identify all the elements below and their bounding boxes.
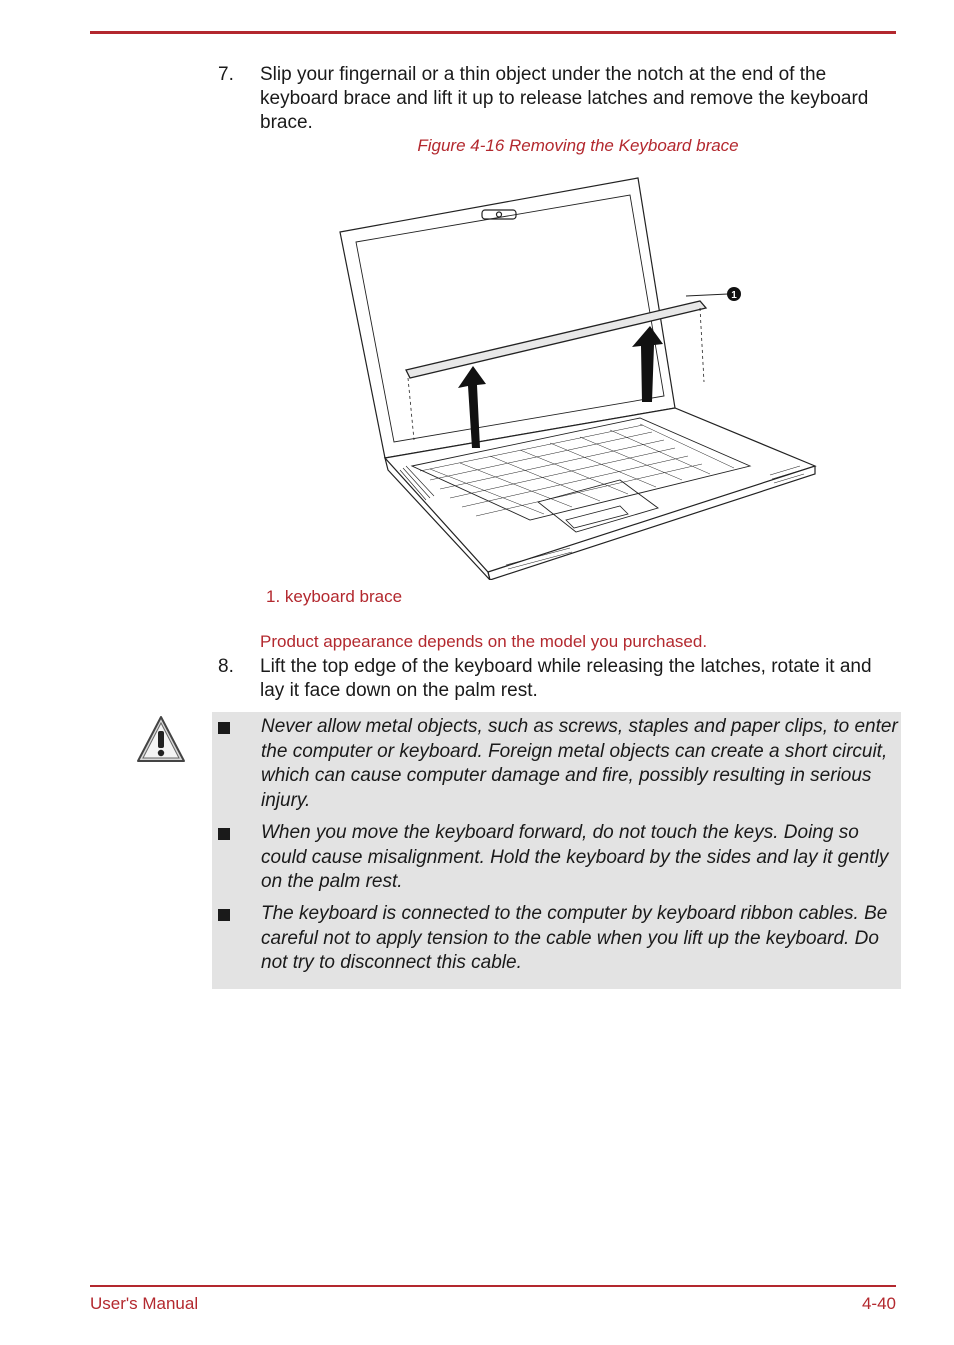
- step-number: 7.: [218, 64, 234, 85]
- warning-item-text: Never allow metal objects, such as screws, staples and paper clips, to enter the computer or keyboard. Foreign metal objects can create a short circuit, which can cause computer damage and fire, possibly resulting in serious injury.: [261, 716, 898, 811]
- footer-manual-title: User's Manual: [90, 1294, 199, 1313]
- warning-item-text: The keyboard is connected to the computer by keyboard ribbon cables. Be careful not to apply tension to the cable when you lift up the keyboard. Do not try to disconnect this cable.: [261, 903, 888, 973]
- step-number: 8.: [218, 656, 234, 677]
- bullet-square-icon: [218, 909, 230, 921]
- step-text: Slip your fingernail or a thin object under the notch at the end of the keyboard brace and lift it up to release latches and remove the keyboard brace.: [260, 64, 869, 133]
- footer-rule: [90, 1285, 896, 1287]
- laptop-illustration: [330, 170, 830, 580]
- header-rule: [90, 31, 896, 34]
- step-text: Lift the top edge of the keyboard while releasing the latches, rotate it and lay it face down on the palm rest.: [260, 656, 872, 701]
- callout-number: 1: [731, 290, 737, 301]
- page-number: 4-40: [861, 1294, 896, 1313]
- figure-caption: Figure 4-16 Removing the Keyboard brace: [417, 136, 739, 155]
- warning-triangle-icon: [136, 714, 186, 766]
- bullet-square-icon: [218, 722, 230, 734]
- bullet-square-icon: [218, 828, 230, 840]
- appearance-note: Product appearance depends on the model you purchased.: [260, 632, 708, 651]
- warning-item-text: When you move the keyboard forward, do not touch the keys. Doing so could cause misalignment. Hold the keyboard by the sides and lay it gently on the palm rest.: [261, 822, 889, 892]
- figure-legend: 1. keyboard brace: [266, 587, 403, 606]
